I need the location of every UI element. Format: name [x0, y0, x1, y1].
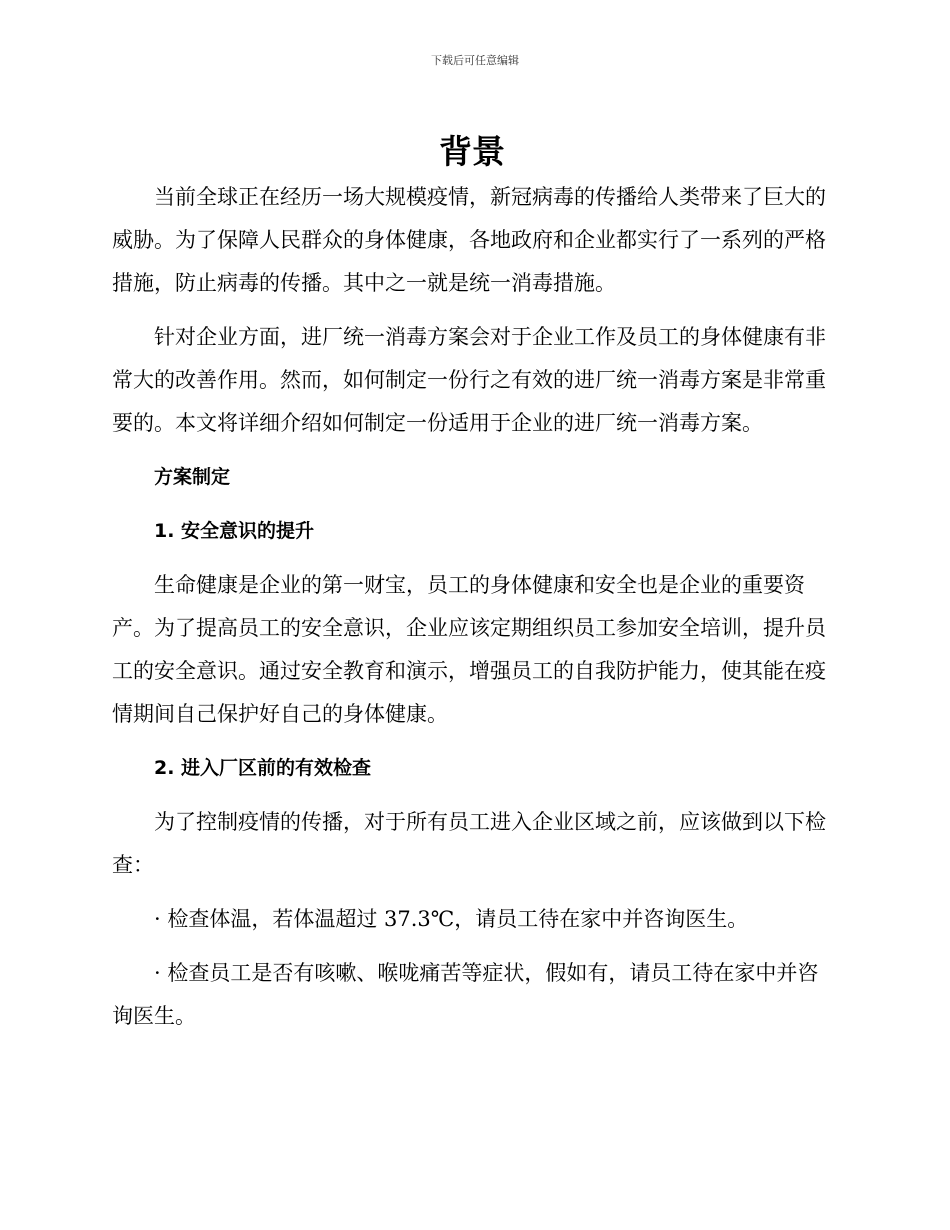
paragraph-purpose: 针对企业方面，进厂统一消毒方案会对于企业工作及员工的身体健康有非常大的改善作用。然而，如何制定一份行之有效的进厂统一消毒方案是非常重要的。本文将详细介绍如何制定一份适用于企业的进厂统一消毒方案。 — [112, 325, 826, 435]
document-body — [112, 128, 832, 1038]
bullet-item-symptoms: · 检查员工是否有咳嗽、喉咙痛苦等症状，假如有，请员工待在家中并咨询医生。 — [112, 961, 819, 1028]
bullet-item-temperature: · 检查体温，若体温超过 37.3℃，请员工待在家中并咨询医生。 — [154, 907, 749, 931]
document-title: 背景 — [439, 132, 505, 171]
paragraph-intro: 当前全球正在经历一场大规模疫情，新冠病毒的传播给人类带来了巨大的威胁。为了保障人民群众的身体健康，各地政府和企业都实行了一系列的严格措施，防止病毒的传播。其中之一就是统一消毒措施。 — [112, 185, 826, 295]
subsection-1-heading: 1. 安全意识的提升 — [154, 520, 315, 542]
subsection-2-heading: 2. 进入厂区前的有效检查 — [154, 757, 372, 779]
subsection-2-text: 为了控制疫情的传播，对于所有员工进入企业区域之前，应该做到以下检查： — [112, 810, 826, 877]
subsection-1-text: 生命健康是企业的第一财宝，员工的身体健康和安全也是企业的重要资产。为了提高员工的安全意识，企业应该定期组织员工参加安全培训，提升员工的安全意识。通过安全教育和演示，增强员工的自我防护能力，使其能在疫情期间自己保护好自己的身体健康。 — [112, 573, 826, 726]
section-heading: 方案制定 — [154, 466, 231, 488]
header-note: 下载后可任意编辑 — [431, 54, 519, 67]
